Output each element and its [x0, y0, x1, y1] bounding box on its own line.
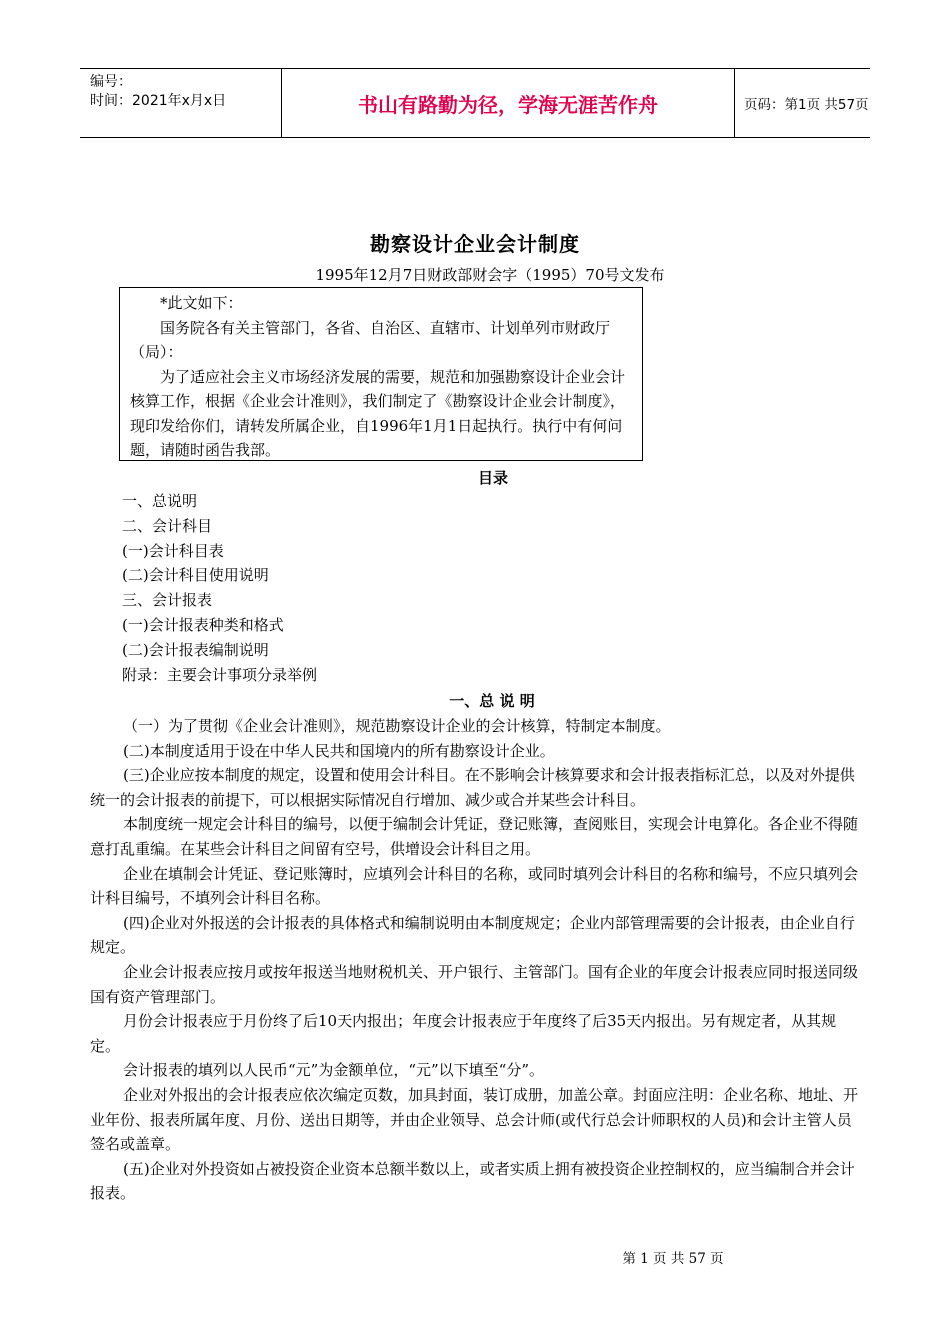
header-motto: 书山有路勤为径，学海无涯苦作舟 — [282, 69, 735, 137]
notice-paragraph: *此文如下： — [160, 294, 243, 312]
toc-item: (二)会计报表编制说明 — [122, 640, 269, 659]
body-paragraph: (五)企业对外投资如占被投资企业资本总额半数以上，或者实质上拥有被投资企业控制权的，应当编制合并会计报表。 — [90, 1159, 855, 1203]
section-body — [90, 714, 865, 1206]
body-paragraph: 企业对外报出的会计报表应依次编定页数，加具封面，装订成册，加盖公章。封面应注明：企业名称、地址、开业年份、报表所属年度、月份、送出日期等，并由企业领导、总会计师(或代行总会计师职权的人员)和会计主管人员签名或盖章。 — [90, 1085, 859, 1154]
body-paragraph: 会计报表的填列以人民币“元”为金额单位，“元”以下填至“分”。 — [123, 1061, 545, 1080]
body-paragraph: (四)企业对外报送的会计报表的具体格式和编制说明由本制度规定；企业内部管理需要的会计报表，由企业自行规定。 — [90, 913, 855, 957]
notice-paragraph: 为了适应社会主义市场经济发展的需要，规范和加强勘察设计企业会计核算工作，根据《企业会计准则》，我们制定了《勘察设计企业会计制度》，现印发给你们，请转发所属企业，自1996年1月1日起执行。执行中有何问题，请随时函告我部。 — [130, 367, 626, 459]
document-subtitle: 1995年12月7日财政部财会字（1995）70号文发布 — [315, 266, 665, 284]
body-paragraph: 本制度统一规定会计科目的编号，以便于编制会计凭证，登记账簿，查阅账目，实现会计电算化。各企业不得随意打乱重编。在某些会计科目之间留有空号，供增设会计科目之用。 — [90, 815, 859, 858]
header-page-label: 页码：第1页 共57页 — [744, 97, 869, 113]
body-paragraph: (二)本制度适用于设在中华人民共和国境内的所有勘察设计企业。 — [123, 741, 555, 760]
table-of-contents — [122, 489, 317, 687]
body-paragraph: (三)企业应按本制度的规定，设置和使用会计科目。在不影响会计核算要求和会计报表指标汇总，以及对外提供统一的会计报表的前提下，可以根据实际情况自行增加、减少或合并某些会计科目。 — [90, 766, 855, 809]
document-title: 勘察设计企业会计制度 — [370, 232, 580, 256]
toc-item: (二)会计科目使用说明 — [122, 566, 269, 585]
section-title: 一、总 说 明 — [449, 692, 535, 710]
toc-title: 目录 — [477, 469, 508, 487]
body-paragraph: （一）为了贯彻《企业会计准则》，规范勘察设计企业的会计核算，特制定本制度。 — [123, 717, 671, 735]
body-paragraph: 企业在填制会计凭证、登记账簿时，应填列会计科目的名称，或同时填列会计科目的名称和编号，不应只填列会计科目编号，不填列会计科目名称。 — [90, 864, 859, 908]
toc-item: 三、会计报表 — [122, 591, 213, 610]
toc-item: (一)会计报表种类和格式 — [122, 615, 284, 634]
notice-box — [119, 287, 643, 461]
page-footer: 第 1 页 共 57 页 — [622, 1251, 724, 1267]
time-label: 时间：2021年x月x日 — [90, 93, 227, 109]
header-meta — [80, 69, 282, 137]
toc-item: 二、会计科目 — [122, 516, 213, 535]
body-paragraph: 企业会计报表应按月或按年报送当地财税机关、开户银行、主管部门。国有企业的年度会计报表应同时报送同级国有资产管理部门。 — [90, 962, 859, 1006]
number-label: 编号： — [90, 74, 132, 90]
toc-item: 一、总说明 — [122, 492, 198, 510]
toc-item: (一)会计科目表 — [122, 541, 224, 560]
toc-item: 附录：主要会计事项分录举例 — [122, 665, 318, 684]
page-header — [80, 68, 870, 138]
notice-paragraph: 国务院各有关主管部门，各省、自治区、直辖市、计划单列市财政厅（局）： — [130, 318, 611, 361]
body-paragraph: 月份会计报表应于月份终了后10天内报出；年度会计报表应于年度终了后35天内报出。另有规定者，从其规定。 — [90, 1012, 837, 1055]
